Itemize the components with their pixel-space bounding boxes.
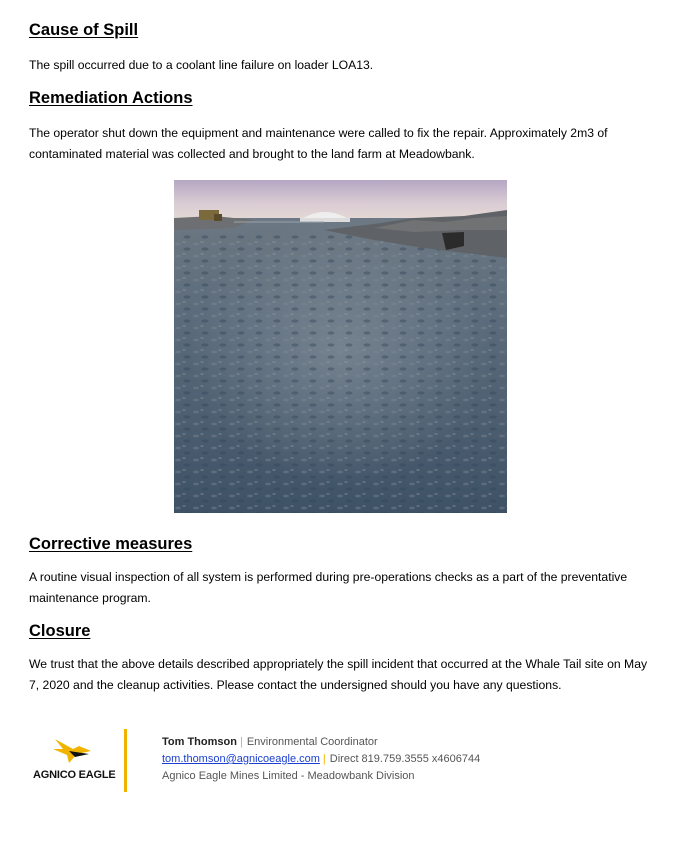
remediation-heading: Remediation Actions — [29, 89, 193, 107]
corrective-text: A routine visual inspection of all system is performed during pre-operations checks as a part of the preventative maintenance program. — [29, 570, 628, 605]
closure-text: We trust that the above details described appropriately the spill incident that occurred at the Whale Tail site on May 7, 2020 and the cleanup activities. Please contact the undersigned should you have any questions. — [29, 657, 648, 692]
separator: | — [322, 753, 326, 765]
signature-title: Environmental Coordinator — [246, 736, 378, 748]
logo-wordmark: AGNICO EAGLE — [33, 769, 116, 781]
email-link[interactable]: tom.thomson@agnicoeagle.com — [162, 753, 320, 765]
cause-heading: Cause of Spill — [29, 21, 139, 39]
closure-heading: Closure — [29, 622, 91, 640]
corrective-heading: Corrective measures — [29, 535, 193, 553]
signature-phone: Direct 819.759.3555 x4606744 — [329, 753, 481, 765]
remediation-text: The operator shut down the equipment and maintenance were called to fix the repair. Approximately 2m3 of contaminated material was collected and brought to the land farm at Meadowbank. — [29, 126, 608, 161]
separator: | — [239, 736, 243, 748]
cause-text: The spill occurred due to a coolant line failure on loader LOA13. — [29, 58, 374, 72]
signature-name-line — [162, 736, 378, 748]
signature-divider — [124, 729, 127, 792]
signature-contact-line — [162, 753, 480, 765]
eagle-icon — [29, 733, 125, 767]
spill-site-photo — [174, 180, 507, 513]
agnico-eagle-logo — [29, 733, 125, 793]
signature-name: Tom Thomson — [162, 736, 237, 748]
signature-company: Agnico Eagle Mines Limited - Meadowbank Division — [162, 770, 415, 782]
